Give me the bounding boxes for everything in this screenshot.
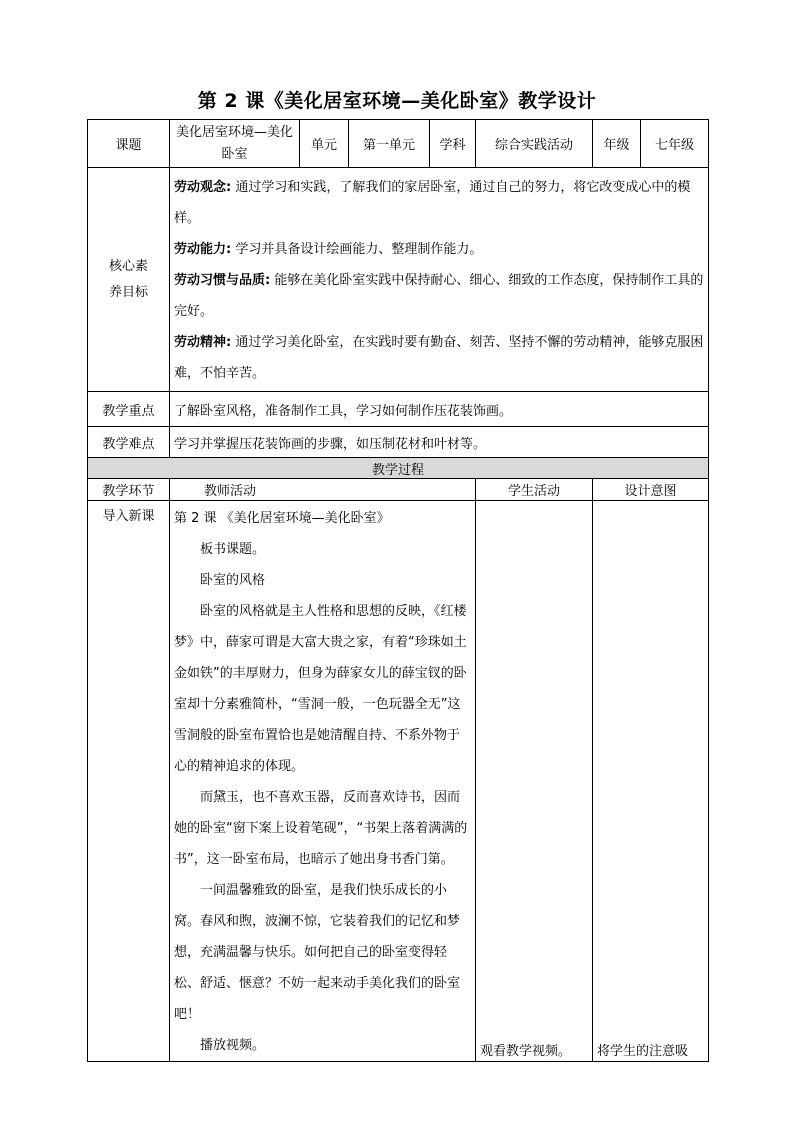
- key-points-label: 教学重点: [88, 392, 170, 427]
- core-item: [174, 172, 704, 234]
- subject-value: 综合实践活动: [476, 120, 593, 168]
- teacher-line: 卧室的风格: [200, 573, 266, 588]
- col-student-header: 学生活动: [476, 479, 593, 501]
- core-goals-row: [88, 168, 709, 392]
- teacher-line: 播放视频。: [200, 1038, 266, 1053]
- process-title: 教学过程: [88, 458, 709, 479]
- teacher-paragraph: 而黛玉，也不喜欢玉器，反而喜欢诗书，因而她的卧室“窗下案上设着笔砚”，“书架上落着满满的书”，这一卧室布局，也暗示了她出身书香门第。: [174, 790, 468, 867]
- lesson-value: 美化居室环境—美化卧室: [170, 120, 300, 168]
- process-header-row: [88, 479, 709, 501]
- page-title: 第 2 课《美化居室环境—美化卧室》教学设计: [197, 90, 597, 112]
- process-row: [88, 501, 709, 1062]
- col-teacher-header: 教师活动: [170, 479, 476, 501]
- core-item-text: 能够在美化卧室实践中保持耐心、细心、细致的工作态度，保持制作工具的完好。: [174, 273, 704, 319]
- lesson-plan-table: [87, 119, 709, 1062]
- col-stage-header: 教学环节: [88, 479, 170, 501]
- lesson-label: 课题: [88, 120, 170, 168]
- core-item-title: 劳动能力:: [174, 242, 232, 257]
- core-label-line2: 养目标: [108, 284, 148, 300]
- difficulties-label: 教学难点: [88, 427, 170, 458]
- core-label-line1: 核心素: [108, 258, 148, 274]
- design-intent-cell: 将学生的注意吸: [593, 501, 709, 1062]
- core-item-title: 劳动习惯与品质:: [174, 273, 271, 288]
- teacher-line: 第 2 课 《美化居室环境—美化卧室》: [174, 511, 390, 526]
- subject-label: 学科: [430, 120, 476, 168]
- teacher-activity-cell: [170, 501, 476, 1062]
- core-item-title: 劳动观念:: [174, 180, 232, 195]
- key-points-text: 了解卧室风格，准备制作工具，学习如何制作压花装饰画。: [170, 392, 709, 427]
- core-item-text: 学习并具备设计绘画能力、整理制作能力。: [231, 242, 483, 257]
- teacher-paragraph: 一间温馨雅致的卧室，是我们快乐成长的小窝。春风和煦，波澜不惊，它装着我们的记忆和梦想，充满温馨与快乐。如何把自己的卧室变得轻松、舒适、惬意？不妨一起来动手美化我们的卧室吧！: [174, 883, 461, 1022]
- core-item: [174, 327, 704, 389]
- core-item: [174, 234, 704, 265]
- grade-label: 年级: [593, 120, 641, 168]
- header-row: [88, 120, 709, 168]
- teacher-line: 板书课题。: [200, 542, 266, 557]
- difficulties-row: [88, 427, 709, 458]
- grade-value: 七年级: [641, 120, 709, 168]
- core-goals-content: [170, 168, 709, 392]
- core-item-title: 劳动精神:: [174, 335, 232, 350]
- core-goals-label: [88, 168, 170, 392]
- student-activity-cell: 观看教学视频。: [476, 501, 593, 1062]
- process-title-row: [88, 458, 709, 479]
- unit-label: 单元: [300, 120, 349, 168]
- stage-cell: 导入新课: [88, 501, 170, 1062]
- core-item: [174, 265, 704, 327]
- difficulties-text: 学习并掌握压花装饰画的步骤，如压制花材和叶材等。: [170, 427, 709, 458]
- key-points-row: [88, 392, 709, 427]
- core-item-text: 通过学习美化卧室，在实践时要有勤奋、刻苦、坚持不懈的劳动精神，能够克服困难，不怕辛苦。: [174, 335, 704, 381]
- teacher-paragraph: 卧室的风格就是主人性格和思想的反映，《红楼梦》中，薛家可谓是大富大贵之家，有着“珍珠如土金如铁”的丰厚财力，但身为薛家女儿的薛宝钗的卧室却十分素雅简朴，“雪洞一般，一色玩器全无”这雪洞般的卧室布置恰也是她清醒自持、不系外物于心的精神追求的体现。: [174, 604, 467, 774]
- unit-value: 第一单元: [349, 120, 430, 168]
- core-item-text: 通过学习和实践，了解我们的家居卧室，通过自己的努力，将它改变成心中的模样。: [174, 180, 691, 226]
- col-intent-header: 设计意图: [593, 479, 709, 501]
